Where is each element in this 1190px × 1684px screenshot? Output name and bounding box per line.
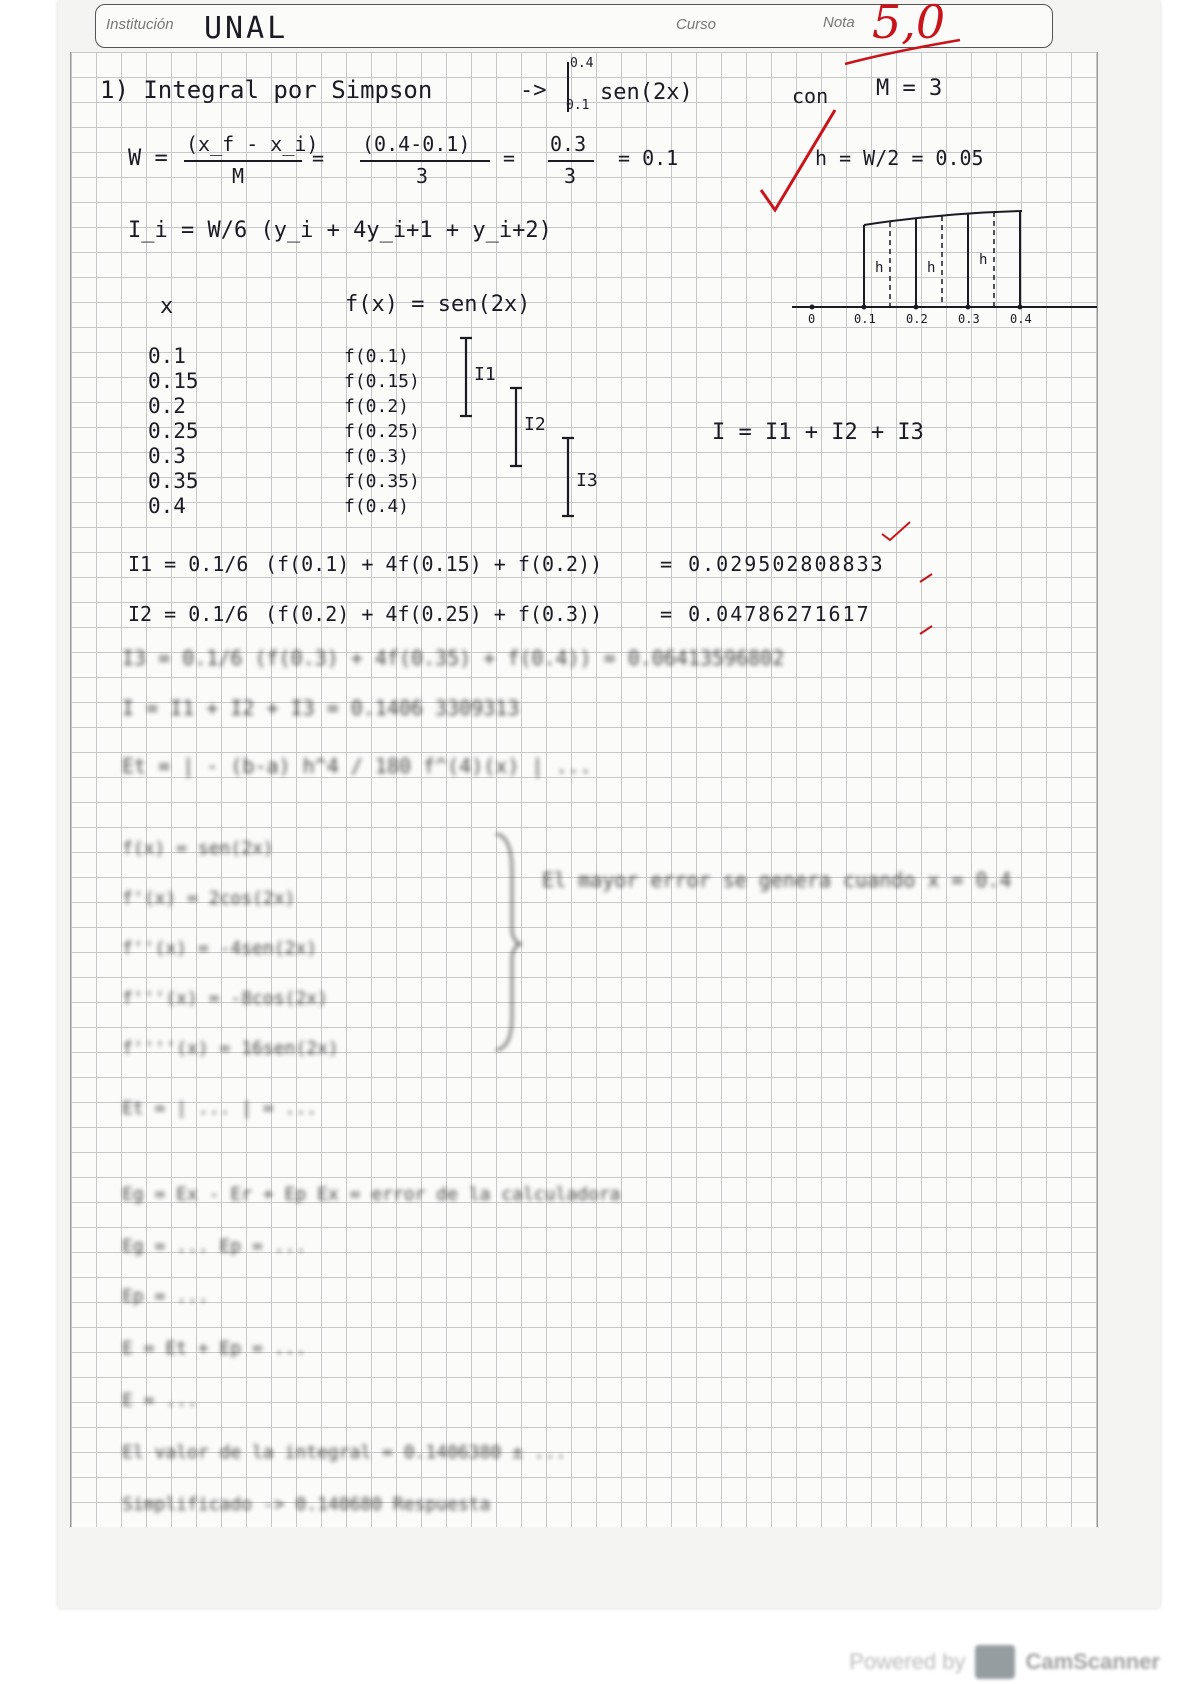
nota-label: Nota: [823, 14, 855, 31]
w-den2: 3: [416, 164, 429, 188]
w-lhs: W =: [128, 146, 168, 171]
integral-upper-limit: 0.4: [570, 56, 594, 71]
w-eq-2: =: [503, 146, 516, 170]
result-i2-value: = 0.04786271617: [660, 602, 871, 626]
blurred-line: El valor de la integral = 0.1406380 ± ...: [122, 1442, 567, 1463]
blurred-line: Ep = ...: [122, 1286, 209, 1307]
blurred-line: f(x) = sen(2x): [122, 838, 274, 859]
result-i2-expr: (f(0.2) + 4f(0.25) + f(0.3)): [265, 602, 603, 626]
blurred-line: Eg = Ex - Er + Ep Ex = error de la calculadora: [122, 1184, 621, 1205]
x-value: 0.15: [148, 369, 199, 393]
blurred-line: I3 = 0.1/6 (f(0.3) + 4f(0.35) + f(0.4)) = 0.06413596802: [122, 646, 785, 670]
diagram-tick-1: 0.1: [854, 312, 876, 326]
blurred-line: E = Et + Ep = ...: [122, 1338, 307, 1359]
camscanner-text: CamScanner: [1025, 1649, 1160, 1674]
blurred-line: E = ...: [122, 1390, 198, 1411]
w-fraction-bar-1: [184, 160, 302, 162]
x-value: 0.4: [148, 494, 186, 518]
w-result: = 0.1: [618, 146, 679, 170]
h-formula: h = W/2 = 0.05: [815, 146, 984, 170]
bracket-label-i1: I1: [474, 364, 496, 385]
x-value: 0.1: [148, 344, 186, 368]
w-num1: (x_f - x_i): [186, 132, 319, 156]
diagram-tick-4: 0.4: [1010, 312, 1032, 326]
blurred-line: f'(x) = 2cos(2x): [122, 888, 296, 909]
w-den3: 3: [564, 164, 577, 188]
w-num3: 0.3: [550, 132, 587, 156]
camscanner-logo-icon: [975, 1645, 1015, 1679]
fx-values-column: [344, 344, 420, 519]
bracket-label-i2: I2: [524, 414, 546, 435]
diagram-h-2: h: [927, 260, 936, 276]
blurred-line: Simplificado -> 0.140680 Respuesta: [122, 1494, 491, 1515]
result-i1-value: = 0.029502808833: [660, 552, 885, 576]
x-value: 0.25: [148, 419, 199, 443]
fx-value: f(0.4): [344, 496, 410, 517]
fx-value: f(0.35): [344, 471, 420, 492]
blurred-brace: [492, 832, 522, 1052]
diagram-h-3: h: [979, 252, 988, 268]
institucion-value: UNAL: [204, 11, 289, 46]
curso-label: Curso: [676, 16, 717, 33]
x-value: 0.35: [148, 469, 199, 493]
diagram-tick-0: 0: [808, 312, 816, 326]
result-i2-lhs: I2 = 0.1/6: [128, 602, 249, 626]
problem-title: 1) Integral por Simpson: [100, 76, 433, 104]
blurred-line: f''''(x) = 16sen(2x): [122, 1038, 339, 1059]
table-col-x: x: [160, 294, 174, 319]
scanner-watermark: [849, 1640, 1160, 1684]
blurred-line: Et = | ... | = ...: [122, 1098, 318, 1119]
result-i1-lhs: I1 = 0.1/6: [128, 552, 249, 576]
diagram-tick-3: 0.3: [958, 312, 980, 326]
fx-value: f(0.1): [344, 346, 410, 367]
simpson-rule: I_i = W/6 (y_i + 4y_i+1 + y_i+2): [128, 218, 552, 243]
blurred-region: [72, 646, 1092, 1536]
integrand: sen(2x): [600, 80, 693, 105]
bracket-label-i3: I3: [576, 470, 598, 491]
grade-value: 5,0: [872, 0, 946, 49]
x-value: 0.2: [148, 394, 186, 418]
w-num2: (0.4-0.1): [362, 132, 471, 156]
fx-value: f(0.25): [344, 421, 420, 442]
integral-sign: [560, 60, 580, 120]
blurred-line: Eg = ... Ep = ...: [122, 1236, 307, 1257]
w-fraction-bar-3: [548, 160, 594, 162]
blurred-line: f'''(x) = -8cos(2x): [122, 988, 328, 1009]
fx-value: f(0.3): [344, 446, 410, 467]
fx-value: f(0.2): [344, 396, 410, 417]
blurred-line: I = I1 + I2 + I3 = 0.1406 3309313: [122, 696, 520, 720]
blurred-line: f''(x) = -4sen(2x): [122, 938, 318, 959]
powered-by-text: Powered by: [849, 1649, 966, 1674]
fx-value: f(0.15): [344, 371, 420, 392]
con-label: con: [792, 84, 829, 108]
simpson-diagram: [792, 205, 1102, 335]
diagram-h-1: h: [875, 260, 884, 276]
result-i1-expr: (f(0.1) + 4f(0.15) + f(0.2)): [265, 552, 603, 576]
arrow: ->: [520, 78, 547, 103]
sum-formula: I = I1 + I2 + I3: [712, 420, 924, 445]
red-ticks: [880, 520, 940, 640]
table-col-fx: f(x) = sen(2x): [345, 292, 531, 317]
blurred-line: Et = | - (b-a) h^4 / 180 f^(4)(x) | ...: [122, 754, 592, 778]
w-den1: M: [232, 164, 245, 188]
w-eq-1: =: [312, 146, 325, 170]
m-value: M = 3: [876, 76, 943, 101]
blurred-line: El mayor error se genera cuando x = 0.4: [542, 868, 1012, 892]
institucion-label: Institución: [106, 16, 174, 33]
x-value: 0.3: [148, 444, 186, 468]
x-values-column: [148, 344, 199, 519]
integral-lower-limit: 0.1: [566, 98, 590, 113]
diagram-tick-2: 0.2: [906, 312, 928, 326]
grade-underline: [840, 34, 980, 74]
w-fraction-bar-2: [360, 160, 490, 162]
